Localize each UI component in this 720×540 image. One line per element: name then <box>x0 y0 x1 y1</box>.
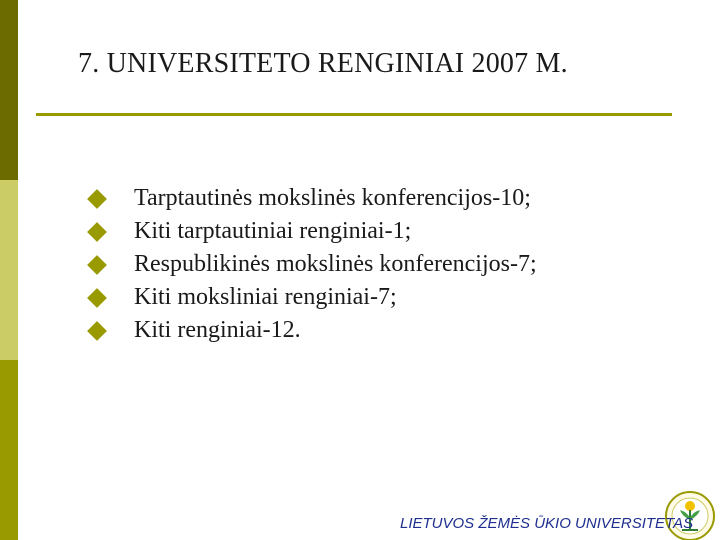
diamond-bullet-icon <box>87 321 107 341</box>
list-item-text: Kiti renginiai-12. <box>134 317 301 343</box>
list-item <box>86 314 537 347</box>
list-item-text: Kiti tarptautiniai renginiai-1; <box>134 218 412 244</box>
footer-university-name: LIETUVOS ŽEMĖS ŪKIO UNIVERSITETAS <box>400 515 694 532</box>
list-item <box>86 248 537 281</box>
list-item <box>86 182 537 215</box>
list-item <box>86 281 537 314</box>
sidebar-stripe-top <box>0 0 18 180</box>
list-item <box>86 215 537 248</box>
list-item-text: Tarptautinės mokslinės konferencijos-10; <box>134 185 531 211</box>
diamond-bullet-icon <box>87 189 107 209</box>
bullet-list <box>86 182 537 347</box>
list-item-text: Respublikinės mokslinės konferencijos-7; <box>134 251 537 277</box>
title-divider <box>36 113 672 116</box>
sidebar-stripe-bottom <box>0 360 18 540</box>
slide-title: 7. UNIVERSITETO RENGINIAI 2007 M. <box>78 48 568 79</box>
diamond-bullet-icon <box>87 222 107 242</box>
diamond-bullet-icon <box>87 255 107 275</box>
list-item-text: Kiti moksliniai renginiai-7; <box>134 284 397 310</box>
sidebar-stripe-middle <box>0 180 18 360</box>
diamond-bullet-icon <box>87 288 107 308</box>
